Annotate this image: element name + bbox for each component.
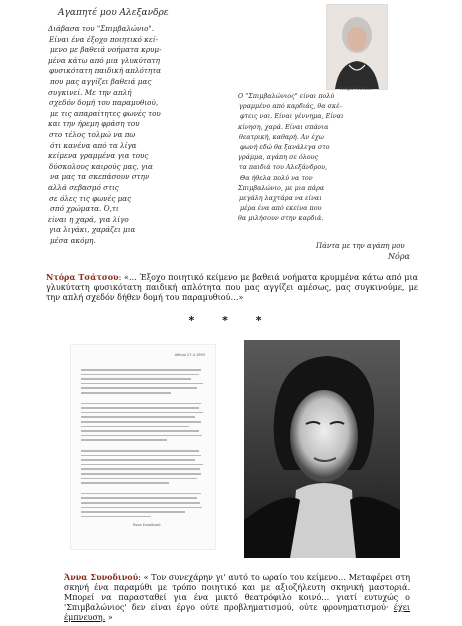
section-divider: * * * xyxy=(188,314,274,327)
photo-caption-tsatsou: Ντόρα Τσάτσου xyxy=(340,86,372,91)
handwritten-line: για λιγάκι, χαράζει μια xyxy=(49,225,136,235)
quote-text-synodinou: : « Τον συνεχάρην γι' αυτό το ωραίο του κείμενο… Μεταφέρει στη σκηνή ένα παραμύθι με τρόπο ποιητικό και με αξιοζήλευτη σκηνική μαστοριά. Μπορεί να παρασταθεί για ένα μικτό θεατρόφιλο κοινό… γιατί ευτυχώς ο 'Σπιμβαλώνιος' δεν είναι έργο ούτε προβληματισμού, ούτε φρονηματισμού· xyxy=(64,573,411,612)
handwritten-line: θα μιλήσουν στην καρδιά. xyxy=(238,214,324,223)
quote-text-tsatsou: : «… Έξοχο ποιητικό κείμενο με βαθειά νοήματα κρυμμένα κάτω από μια γλυκύτατη φυσικότατη παιδική απλότητα που μας αγγίζει αμέσως, μας συγκινούμε, με την απλή σχεδόν δήθεν δομή του παραμυθιού…» xyxy=(46,273,418,302)
handwritten-line: συγκινεί. Με την απλή xyxy=(48,87,132,97)
quote-synodinou xyxy=(64,572,410,623)
portrait-photo-tsatsou xyxy=(326,4,388,90)
typed-text-line xyxy=(81,416,195,418)
handwritten-line: Σπιμβαλώνιο, με μια πάρα xyxy=(238,183,325,192)
typed-text-line xyxy=(81,482,169,484)
typed-text-line xyxy=(81,478,197,480)
handwritten-line: να μας τα σκεπάσουν στην xyxy=(50,172,150,182)
handwritten-line: που μας αγγίζει βαθειά μας xyxy=(50,77,152,86)
typed-text-line xyxy=(81,450,199,452)
quote-author-tsatsou: Ντόρα Τσάτσου xyxy=(46,272,119,282)
portrait-image xyxy=(327,5,387,89)
typed-text-line xyxy=(81,392,171,394)
letter-greeting: Αγαπητέ μου Αλεξανδρε xyxy=(58,8,169,18)
typed-text-line xyxy=(81,426,189,428)
typed-letter-scan xyxy=(70,344,216,550)
quote-tsatsou xyxy=(46,272,418,303)
typed-text-line xyxy=(81,502,200,504)
typed-text-line xyxy=(81,439,167,441)
handwritten-line: φωνή εδώ θα ξανάλεγα στο xyxy=(240,143,330,151)
handwritten-line: ότι κανένα από τα λίγα xyxy=(50,140,137,150)
handwritten-line: μέσα ακόμη. xyxy=(50,236,96,245)
typed-text-line xyxy=(81,455,201,457)
handwritten-line: γραμμένο από καρδιάς, θα σκέ- xyxy=(239,102,342,111)
typed-text-line xyxy=(81,412,203,414)
portrait-image xyxy=(244,340,400,558)
letter-signature: Νόρα xyxy=(388,252,410,261)
typed-text-line xyxy=(81,468,200,470)
typed-text-line xyxy=(81,378,191,380)
typed-text-line xyxy=(81,387,197,389)
typed-text-line xyxy=(81,497,197,499)
handwritten-letter-continued xyxy=(238,92,443,262)
handwritten-line: φτεις ναι. Είναι γέννημα, Είναι xyxy=(240,112,344,121)
handwritten-line: μένα κάτω από μια γλυκύτατη xyxy=(48,55,160,65)
handwritten-line: και την ήρεμη φράση του xyxy=(48,119,140,129)
handwritten-line: θεατρική, καθαρή. Αν έχω xyxy=(239,132,324,141)
handwritten-line: Διάβασα του "Σπιμβαλώνιο". xyxy=(48,24,155,33)
handwritten-line: τα παιδιά του Αλεξάνδρου, xyxy=(239,163,328,172)
handwritten-line: αλλά σεβασμό στις xyxy=(48,183,119,192)
handwritten-line: σχεδόν δομή του παραμυθιού, xyxy=(49,98,159,108)
handwritten-line: μενο με βαθειά νοήματα κρυμ- xyxy=(50,45,162,55)
typed-text-line xyxy=(81,511,185,513)
letter-date: Αθήνα 27-4-1993 xyxy=(174,353,205,357)
typed-text-line xyxy=(81,464,203,466)
typed-text-line xyxy=(81,421,201,423)
typed-letter-signature: Άννα Συνοδινού xyxy=(133,523,161,527)
typed-text-line xyxy=(81,516,151,518)
letter-closing: Πάντα με την αγάπη μου xyxy=(316,242,405,250)
handwritten-line: κίνηση, χαρά. Είναι σπάνια xyxy=(238,122,329,131)
typed-text-line xyxy=(81,383,203,385)
typed-text-line xyxy=(81,435,202,437)
typed-text-line xyxy=(81,430,199,432)
handwritten-line: γράμμα, αγάπη σε όλους xyxy=(238,153,319,162)
handwritten-line: στο τέλος τολμώ να πω xyxy=(49,130,136,139)
handwritten-line: με τις απαραίτητες φωνές του xyxy=(50,108,161,118)
quote-author-synodinou: Άννα Συνοδινού xyxy=(64,572,139,582)
handwritten-line: είναι η χαρά, για λίγο xyxy=(48,214,129,224)
handwritten-line: Ο "Σπιμβαλώνιος" είναι πολύ xyxy=(238,92,335,100)
handwritten-line: σπό χρώματα. Ό,τι xyxy=(50,204,119,214)
handwritten-line: κείμενα γραμμένα για τους xyxy=(48,151,149,161)
portrait-photo-synodinou xyxy=(244,340,400,558)
quote-end: » xyxy=(105,613,113,622)
handwritten-line: μέρα ένα από εκείνα που xyxy=(240,204,322,213)
quote-emphasis: έχει έμπνευση. xyxy=(64,603,410,622)
handwritten-line: Είναι ένα έξοχο ποιητικό κεί- xyxy=(49,34,158,44)
typed-text-line xyxy=(81,369,201,371)
handwritten-line: σε όλες τις φωνές μας xyxy=(49,193,132,203)
typed-text-line xyxy=(81,403,201,405)
handwritten-letter xyxy=(48,6,248,246)
typed-text-line xyxy=(81,473,201,475)
typed-text-line xyxy=(81,407,199,409)
typed-text-line xyxy=(81,507,202,509)
handwritten-line: μεγάλη λαχτάρα να είναι xyxy=(239,194,322,202)
typed-text-line xyxy=(81,493,201,495)
handwritten-line: δύσκολους καιρούς μας, για xyxy=(49,161,153,171)
handwritten-line: φυσικότατη παιδική απλότητα xyxy=(49,66,161,76)
typed-text-line xyxy=(81,459,195,461)
handwritten-line: Θα ήθελα πολύ να τον xyxy=(240,173,313,182)
typed-text-line xyxy=(81,374,199,376)
